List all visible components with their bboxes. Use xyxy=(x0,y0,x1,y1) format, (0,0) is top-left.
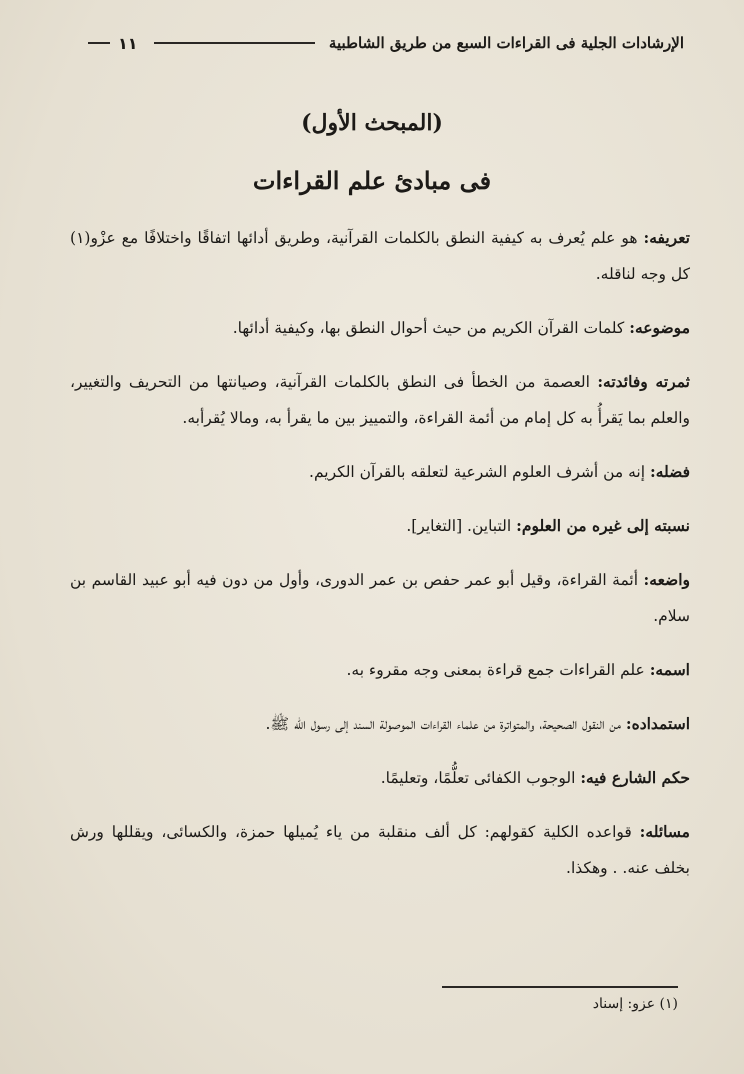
running-head-rule xyxy=(154,42,315,44)
running-head xyxy=(88,28,684,58)
page-number-dash xyxy=(88,42,110,44)
paragraph-ruling xyxy=(70,760,690,796)
paragraph-label: موضوعه: xyxy=(629,318,690,337)
paragraph-merit xyxy=(70,454,690,490)
paragraph-text: التباين. [التغاير]. xyxy=(406,517,517,535)
paragraph-label: ثمرته وفائدته: xyxy=(597,372,690,391)
paragraph-text: الوجوب الكفائى تعلُّمًا، وتعليمًا. xyxy=(380,769,581,787)
paragraph-label: واضعه: xyxy=(643,570,690,589)
paragraph-source xyxy=(70,706,690,742)
paragraph-text: كلمات القرآن الكريم من حيث أحوال النطق بها، وكيفية أدائها. xyxy=(232,319,630,337)
paragraph-text: إنه من أشرف العلوم الشرعية لتعلقه بالقرآن الكريم. xyxy=(309,463,650,481)
paragraph-label: اسمه: xyxy=(649,660,690,679)
paragraph-text: أئمة القراءة، وقيل أبو عمر حفص بن عمر الدورى، وأول من دون فيه أبو عبيد القاسم بن سلام. xyxy=(70,571,690,625)
running-head-title: الإرشادات الجلية فى القراءات السبع من طريق الشاطبية xyxy=(328,34,684,52)
paragraph-definition xyxy=(70,220,690,292)
paragraph-label: حكم الشارع فيه: xyxy=(580,768,690,787)
footnote: (١) عزو: إسناد xyxy=(592,996,678,1012)
paragraph-text: من النقول الصحيحة، والمتواترة من علماء القراءات الموصولة السند إلى رسول الله ﷺ. xyxy=(265,715,626,733)
paragraph-text: علم القراءات جمع قراءة بمعنى وجه مقروء به. xyxy=(346,661,650,679)
paragraph-subject xyxy=(70,310,690,346)
paragraph-name xyxy=(70,652,690,688)
paragraph-label: نسبته إلى غيره من العلوم: xyxy=(516,516,690,535)
paragraph-text: العصمة من الخطأ فى النطق بالكلمات القرآنية، وصيانتها من التحريف والتغيير، والعلم بما يَقرأُ به كل إمام من أئمة القراءة، والتمييز بين ما يقرأ به، ومالا يُقرأبه. xyxy=(70,373,690,427)
section-title: (المبحث الأول) xyxy=(301,110,443,136)
paragraph-issues xyxy=(70,814,690,886)
section-subtitle: فى مبادئ علم القراءات xyxy=(252,166,492,195)
page-number: ١١ xyxy=(118,33,138,53)
paragraph-label: استمداده: xyxy=(625,714,690,733)
footnote-separator xyxy=(442,986,678,988)
paragraph-founder xyxy=(70,562,690,634)
paragraph-label: تعريفه: xyxy=(643,228,690,247)
body-text xyxy=(70,220,690,904)
paragraph-benefit xyxy=(70,364,690,436)
paragraph-text: هو علم يُعرف به كيفية النطق بالكلمات القرآنية، وطريق أدائها اتفاقًا واختلافًا مع عزْو(١) كل وجه لناقله. xyxy=(70,229,690,283)
paragraph-label: مسائله: xyxy=(639,822,690,841)
paragraph-relation xyxy=(70,508,690,544)
paragraph-text: قواعده الكلية كقولهم: كل ألف منقلبة من ياء يُميلها حمزة، والكسائى، ويقللها ورش بخلف عنه. . وهكذا. xyxy=(70,823,690,877)
paragraph-label: فضله: xyxy=(649,462,690,481)
